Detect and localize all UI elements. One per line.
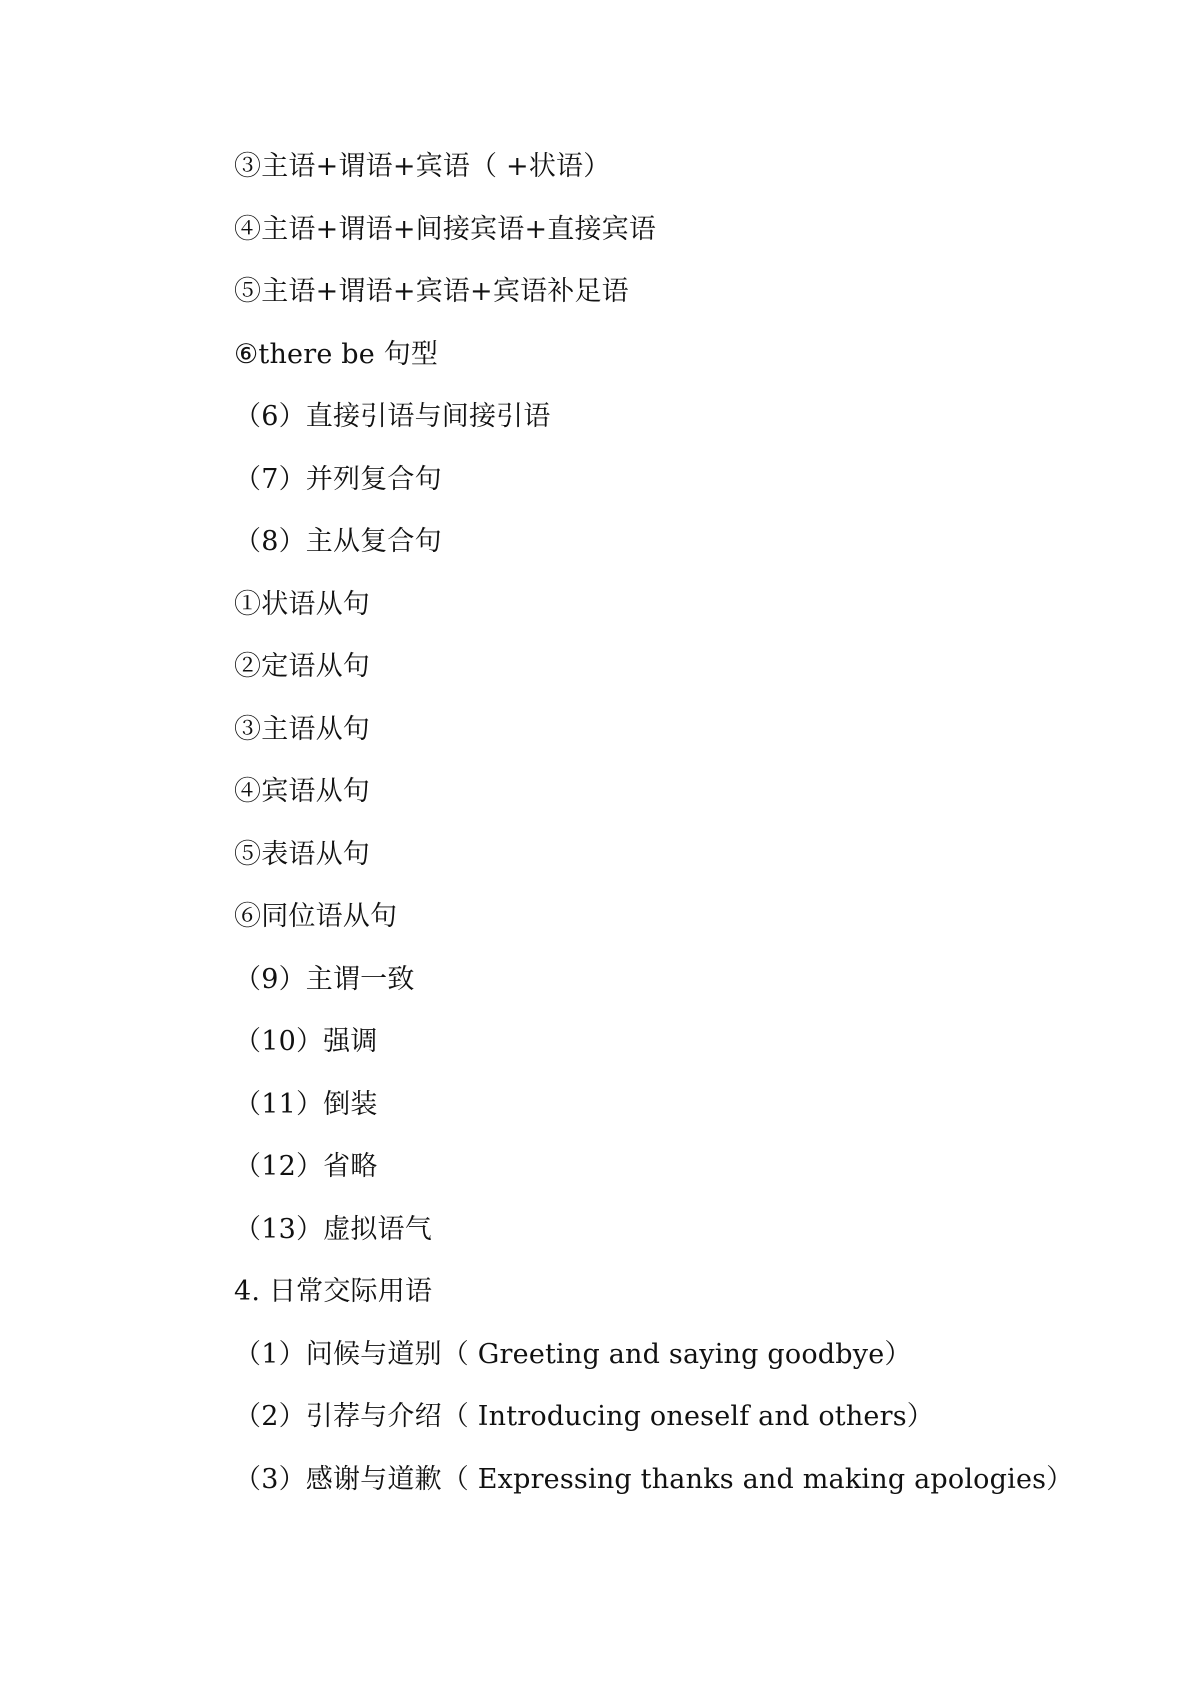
line-inversion: （11）倒装	[234, 1088, 378, 1120]
line-emphasis: （10）强调	[234, 1026, 378, 1057]
line-subject-verb-agreement: （9）主谓一致	[234, 963, 415, 995]
line-complex-sentence: （8）主从复合句	[234, 526, 442, 557]
line-sentence-pattern-6: ⑥there be 句型	[234, 338, 439, 370]
line-compound-sentence: （7）并列复合句	[234, 463, 442, 495]
line-sentence-pattern-4: ④主语+谓语+间接宾语+直接宾语	[234, 213, 657, 245]
line-introducing: （2）引荐与介绍（ Introducing oneself and others）	[234, 1401, 934, 1432]
line-attributive-clause: ②定语从句	[234, 651, 370, 682]
line-ellipsis: （12）省略	[234, 1151, 378, 1182]
line-daily-communication-heading: 4. 日常交际用语	[234, 1276, 433, 1307]
line-direct-indirect-speech: （6）直接引语与间接引语	[234, 401, 551, 432]
line-greeting-goodbye: （1）问候与道别（ Greeting and saying goodbye）	[234, 1338, 912, 1370]
line-sentence-pattern-5: ⑤主语+谓语+宾语+宾语补足语	[234, 276, 629, 307]
line-subjunctive-mood: （13）虚拟语气	[234, 1213, 432, 1245]
line-subject-clause: ③主语从句	[234, 713, 370, 745]
line-sentence-pattern-3: ③主语+谓语+宾语（ +状语）	[234, 151, 611, 182]
document-text-lines	[234, 150, 1134, 1525]
line-object-clause: ④宾语从句	[234, 776, 370, 807]
line-thanks-apologies: （3）感谢与道歉（ Expressing thanks and making apologies）	[234, 1463, 1074, 1495]
line-appositive-clause: ⑥同位语从句	[234, 901, 398, 932]
line-adverbial-clause: ①状语从句	[234, 588, 370, 620]
line-predicative-clause: ⑤表语从句	[234, 838, 370, 870]
